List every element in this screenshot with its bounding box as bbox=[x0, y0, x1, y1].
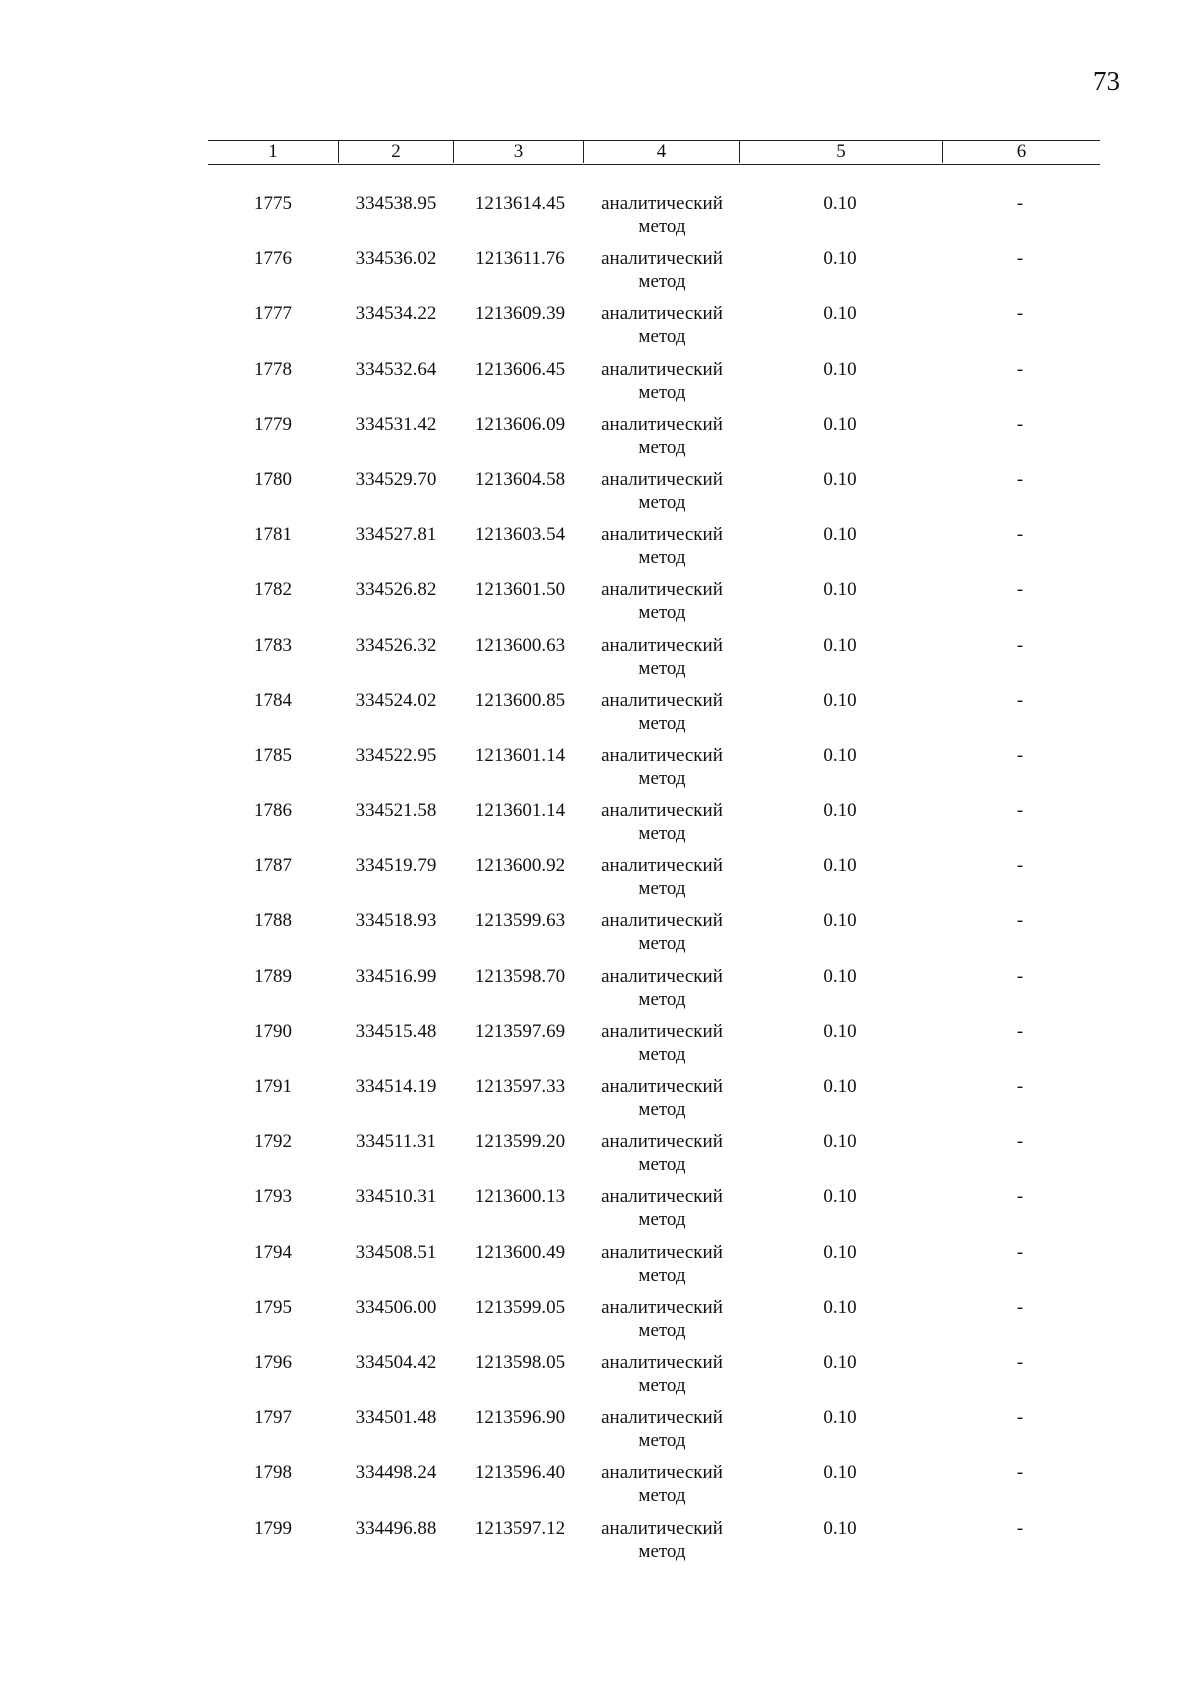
note-value: - bbox=[1016, 1296, 1024, 1318]
point-number: 1794 bbox=[254, 1241, 292, 1263]
method-line-1: аналитический bbox=[601, 193, 723, 214]
accuracy-value: 0.10 bbox=[823, 358, 857, 380]
x-coordinate: 334527.81 bbox=[355, 524, 437, 546]
point-number: 1795 bbox=[254, 1296, 292, 1318]
column-header-5: 5 bbox=[739, 141, 942, 163]
method-cell bbox=[590, 358, 734, 404]
x-coordinate: 334519.79 bbox=[355, 855, 437, 877]
accuracy-value: 0.10 bbox=[823, 689, 857, 711]
x-coordinate: 334532.64 bbox=[355, 358, 437, 380]
table-row bbox=[0, 854, 1200, 909]
method-cell bbox=[590, 1406, 734, 1452]
y-coordinate: 1213601.14 bbox=[474, 744, 566, 766]
table-row bbox=[0, 413, 1200, 468]
x-coordinate: 334496.88 bbox=[355, 1517, 437, 1539]
y-coordinate: 1213598.05 bbox=[474, 1351, 566, 1373]
note-value: - bbox=[1016, 524, 1024, 546]
accuracy-value: 0.10 bbox=[823, 1351, 857, 1373]
accuracy-value: 0.10 bbox=[823, 800, 857, 822]
point-number: 1797 bbox=[254, 1407, 292, 1429]
x-coordinate: 334526.82 bbox=[355, 579, 437, 601]
accuracy-value: 0.10 bbox=[823, 524, 857, 546]
x-coordinate: 334518.93 bbox=[355, 910, 437, 932]
accuracy-value: 0.10 bbox=[823, 248, 857, 270]
point-number: 1783 bbox=[254, 634, 292, 656]
method-cell bbox=[590, 247, 734, 293]
method-line-2: метод bbox=[638, 933, 686, 955]
table-row bbox=[0, 799, 1200, 854]
table-row bbox=[0, 1020, 1200, 1075]
point-number: 1779 bbox=[254, 413, 292, 435]
page-number: 73 bbox=[1093, 66, 1120, 96]
x-coordinate: 334516.99 bbox=[355, 965, 437, 987]
table-row bbox=[0, 909, 1200, 964]
point-number: 1788 bbox=[254, 910, 292, 932]
point-number: 1787 bbox=[254, 855, 292, 877]
method-line-1: аналитический bbox=[601, 413, 723, 435]
method-line-1: аналитический bbox=[601, 910, 723, 932]
method-line-1: аналитический bbox=[601, 1131, 723, 1153]
y-coordinate: 1213614.45 bbox=[474, 193, 566, 214]
table-row bbox=[0, 1517, 1200, 1572]
y-coordinate: 1213600.85 bbox=[474, 689, 566, 711]
x-coordinate: 334521.58 bbox=[355, 800, 437, 822]
table-row bbox=[0, 1241, 1200, 1296]
y-coordinate: 1213599.05 bbox=[474, 1296, 566, 1318]
method-line-1: аналитический bbox=[601, 1517, 723, 1539]
accuracy-value: 0.10 bbox=[823, 1076, 857, 1097]
y-coordinate: 1213598.70 bbox=[474, 965, 566, 987]
y-coordinate: 1213599.63 bbox=[474, 910, 566, 932]
table-row bbox=[0, 1351, 1200, 1406]
note-value: - bbox=[1016, 1407, 1024, 1429]
point-number: 1785 bbox=[254, 744, 292, 766]
method-line-2: метод bbox=[638, 1430, 686, 1452]
accuracy-value: 0.10 bbox=[823, 965, 857, 987]
y-coordinate: 1213597.69 bbox=[474, 1020, 566, 1042]
y-coordinate: 1213600.92 bbox=[474, 855, 566, 877]
method-line-2: метод bbox=[638, 1540, 686, 1562]
point-number: 1786 bbox=[254, 800, 292, 822]
x-coordinate: 334515.48 bbox=[355, 1020, 437, 1042]
method-line-2: метод bbox=[638, 547, 686, 569]
note-value: - bbox=[1016, 1351, 1024, 1373]
x-coordinate: 334538.95 bbox=[355, 193, 437, 214]
method-line-1: аналитический bbox=[601, 468, 723, 490]
method-cell bbox=[590, 1185, 734, 1231]
point-number: 1780 bbox=[254, 468, 292, 490]
table-row bbox=[0, 1130, 1200, 1185]
accuracy-value: 0.10 bbox=[823, 1517, 857, 1539]
table-row bbox=[0, 523, 1200, 578]
x-coordinate: 334531.42 bbox=[355, 413, 437, 435]
accuracy-value: 0.10 bbox=[823, 1462, 857, 1484]
accuracy-value: 0.10 bbox=[823, 1186, 857, 1208]
method-cell bbox=[590, 854, 734, 900]
accuracy-value: 0.10 bbox=[823, 1131, 857, 1153]
method-cell bbox=[590, 965, 734, 1011]
accuracy-value: 0.10 bbox=[823, 634, 857, 656]
method-cell bbox=[590, 1020, 734, 1066]
method-line-2: метод bbox=[638, 988, 686, 1010]
method-line-2: метод bbox=[638, 216, 686, 237]
note-value: - bbox=[1016, 634, 1024, 656]
x-coordinate: 334529.70 bbox=[355, 468, 437, 490]
note-value: - bbox=[1016, 910, 1024, 932]
note-value: - bbox=[1016, 1241, 1024, 1263]
note-value: - bbox=[1016, 1517, 1024, 1539]
table-row bbox=[0, 468, 1200, 523]
y-coordinate: 1213601.50 bbox=[474, 579, 566, 601]
point-number: 1784 bbox=[254, 689, 292, 711]
method-line-1: аналитический bbox=[601, 248, 723, 270]
y-coordinate: 1213599.20 bbox=[474, 1131, 566, 1153]
column-header-1: 1 bbox=[268, 141, 278, 162]
method-line-2: метод bbox=[638, 657, 686, 679]
note-value: - bbox=[1016, 1076, 1024, 1097]
method-line-1: аналитический bbox=[601, 1351, 723, 1373]
y-coordinate: 1213596.40 bbox=[474, 1462, 566, 1484]
accuracy-value: 0.10 bbox=[823, 1241, 857, 1263]
point-number: 1775 bbox=[254, 193, 292, 214]
method-cell bbox=[590, 1130, 734, 1176]
point-number: 1793 bbox=[254, 1186, 292, 1208]
x-coordinate: 334504.42 bbox=[355, 1351, 437, 1373]
note-value: - bbox=[1016, 358, 1024, 380]
table-row bbox=[0, 1461, 1200, 1516]
y-coordinate: 1213597.33 bbox=[474, 1076, 566, 1097]
y-coordinate: 1213604.58 bbox=[474, 468, 566, 490]
y-coordinate: 1213600.49 bbox=[474, 1241, 566, 1263]
method-cell bbox=[590, 1075, 734, 1121]
method-cell bbox=[590, 909, 734, 955]
method-line-2: метод bbox=[638, 381, 686, 403]
y-coordinate: 1213606.45 bbox=[474, 358, 566, 380]
method-cell bbox=[590, 744, 734, 790]
point-number: 1776 bbox=[254, 248, 292, 270]
note-value: - bbox=[1016, 855, 1024, 877]
method-line-1: аналитический bbox=[601, 1462, 723, 1484]
point-number: 1782 bbox=[254, 579, 292, 601]
point-number: 1790 bbox=[254, 1020, 292, 1042]
method-cell bbox=[590, 578, 734, 624]
method-cell bbox=[590, 302, 734, 348]
y-coordinate: 1213601.14 bbox=[474, 800, 566, 822]
x-coordinate: 334536.02 bbox=[355, 248, 437, 270]
method-line-1: аналитический bbox=[601, 358, 723, 380]
x-coordinate: 334498.24 bbox=[355, 1462, 437, 1484]
point-number: 1791 bbox=[254, 1076, 292, 1097]
method-line-2: метод bbox=[638, 326, 686, 348]
method-line-2: метод bbox=[638, 1485, 686, 1507]
accuracy-value: 0.10 bbox=[823, 468, 857, 490]
table-row bbox=[0, 247, 1200, 302]
note-value: - bbox=[1016, 248, 1024, 270]
y-coordinate: 1213600.63 bbox=[474, 634, 566, 656]
table-row bbox=[0, 1185, 1200, 1240]
table-row bbox=[0, 689, 1200, 744]
method-line-1: аналитический bbox=[601, 1076, 723, 1097]
note-value: - bbox=[1016, 800, 1024, 822]
accuracy-value: 0.10 bbox=[823, 910, 857, 932]
y-coordinate: 1213596.90 bbox=[474, 1407, 566, 1429]
y-coordinate: 1213611.76 bbox=[475, 248, 565, 270]
method-line-2: метод bbox=[638, 878, 686, 900]
accuracy-value: 0.10 bbox=[823, 855, 857, 877]
point-number: 1792 bbox=[254, 1131, 292, 1153]
method-line-2: метод bbox=[638, 1264, 686, 1286]
point-number: 1799 bbox=[254, 1517, 292, 1539]
table-header bbox=[208, 140, 1100, 165]
method-line-2: метод bbox=[638, 1043, 686, 1065]
method-cell bbox=[590, 1351, 734, 1397]
method-cell bbox=[590, 634, 734, 680]
note-value: - bbox=[1016, 193, 1024, 214]
column-header-4: 4 bbox=[583, 141, 739, 163]
accuracy-value: 0.10 bbox=[823, 744, 857, 766]
y-coordinate: 1213609.39 bbox=[474, 303, 566, 325]
method-line-1: аналитический bbox=[601, 634, 723, 656]
method-line-1: аналитический bbox=[601, 965, 723, 987]
y-coordinate: 1213600.13 bbox=[474, 1186, 566, 1208]
note-value: - bbox=[1016, 468, 1024, 490]
y-coordinate: 1213603.54 bbox=[474, 524, 566, 546]
method-cell bbox=[590, 413, 734, 459]
accuracy-value: 0.10 bbox=[823, 1020, 857, 1042]
table-row bbox=[0, 744, 1200, 799]
method-line-2: метод bbox=[638, 712, 686, 734]
column-header-3: 3 bbox=[453, 141, 583, 163]
table-row bbox=[0, 634, 1200, 689]
method-line-1: аналитический bbox=[601, 524, 723, 546]
note-value: - bbox=[1016, 303, 1024, 325]
method-line-1: аналитический bbox=[601, 1407, 723, 1429]
note-value: - bbox=[1016, 413, 1024, 435]
table-row bbox=[0, 302, 1200, 357]
method-line-1: аналитический bbox=[601, 1241, 723, 1263]
note-value: - bbox=[1016, 1186, 1024, 1208]
accuracy-value: 0.10 bbox=[823, 413, 857, 435]
x-coordinate: 334522.95 bbox=[355, 744, 437, 766]
method-line-1: аналитический bbox=[601, 689, 723, 711]
table-row bbox=[0, 1075, 1200, 1130]
method-line-2: метод bbox=[638, 1209, 686, 1231]
point-number: 1789 bbox=[254, 965, 292, 987]
x-coordinate: 334534.22 bbox=[355, 303, 437, 325]
note-value: - bbox=[1016, 965, 1024, 987]
note-value: - bbox=[1016, 579, 1024, 601]
method-line-2: метод bbox=[638, 1099, 686, 1120]
x-coordinate: 334524.02 bbox=[355, 689, 437, 711]
y-coordinate: 1213597.12 bbox=[474, 1517, 566, 1539]
method-line-2: метод bbox=[638, 1154, 686, 1176]
method-line-2: метод bbox=[638, 436, 686, 458]
method-line-1: аналитический bbox=[601, 1186, 723, 1208]
method-cell bbox=[590, 1517, 734, 1563]
method-line-2: метод bbox=[638, 823, 686, 845]
accuracy-value: 0.10 bbox=[823, 1407, 857, 1429]
column-header-6: 6 bbox=[942, 141, 1100, 163]
method-line-1: аналитический bbox=[601, 744, 723, 766]
note-value: - bbox=[1016, 689, 1024, 711]
method-cell bbox=[590, 192, 734, 238]
column-header-2: 2 bbox=[338, 141, 453, 163]
table-row bbox=[0, 1296, 1200, 1351]
method-line-2: метод bbox=[638, 271, 686, 293]
x-coordinate: 334506.00 bbox=[355, 1296, 437, 1318]
method-line-1: аналитический bbox=[601, 800, 723, 822]
method-cell bbox=[590, 523, 734, 569]
method-line-2: метод bbox=[638, 491, 686, 513]
x-coordinate: 334508.51 bbox=[355, 1241, 437, 1263]
method-line-1: аналитический bbox=[601, 1296, 723, 1318]
method-line-2: метод bbox=[638, 1319, 686, 1341]
accuracy-value: 0.10 bbox=[823, 579, 857, 601]
point-number: 1798 bbox=[254, 1462, 292, 1484]
table-row bbox=[0, 965, 1200, 1020]
x-coordinate: 334514.19 bbox=[355, 1076, 437, 1097]
method-line-2: метод bbox=[638, 1374, 686, 1396]
x-coordinate: 334510.31 bbox=[355, 1186, 437, 1208]
x-coordinate: 334511.31 bbox=[355, 1131, 437, 1153]
x-coordinate: 334526.32 bbox=[355, 634, 437, 656]
method-line-1: аналитический bbox=[601, 1020, 723, 1042]
method-cell bbox=[590, 1296, 734, 1342]
accuracy-value: 0.10 bbox=[823, 303, 857, 325]
note-value: - bbox=[1016, 1131, 1024, 1153]
method-line-2: метод bbox=[638, 602, 686, 624]
table-row bbox=[0, 578, 1200, 633]
method-line-2: метод bbox=[638, 767, 686, 789]
table-row bbox=[0, 1406, 1200, 1461]
accuracy-value: 0.10 bbox=[823, 1296, 857, 1318]
note-value: - bbox=[1016, 1020, 1024, 1042]
point-number: 1778 bbox=[254, 358, 292, 380]
method-cell bbox=[590, 468, 734, 514]
table-row bbox=[0, 192, 1200, 247]
method-cell bbox=[590, 689, 734, 735]
method-line-1: аналитический bbox=[601, 303, 723, 325]
point-number: 1796 bbox=[254, 1351, 292, 1373]
method-cell bbox=[590, 799, 734, 845]
method-line-1: аналитический bbox=[601, 855, 723, 877]
accuracy-value: 0.10 bbox=[823, 193, 857, 214]
note-value: - bbox=[1016, 1462, 1024, 1484]
method-line-1: аналитический bbox=[601, 579, 723, 601]
point-number: 1781 bbox=[254, 524, 292, 546]
note-value: - bbox=[1016, 744, 1024, 766]
y-coordinate: 1213606.09 bbox=[474, 413, 566, 435]
x-coordinate: 334501.48 bbox=[355, 1407, 437, 1429]
method-cell bbox=[590, 1241, 734, 1287]
table-row bbox=[0, 358, 1200, 413]
table-body bbox=[0, 192, 1200, 1572]
point-number: 1777 bbox=[254, 303, 292, 325]
method-cell bbox=[590, 1461, 734, 1507]
